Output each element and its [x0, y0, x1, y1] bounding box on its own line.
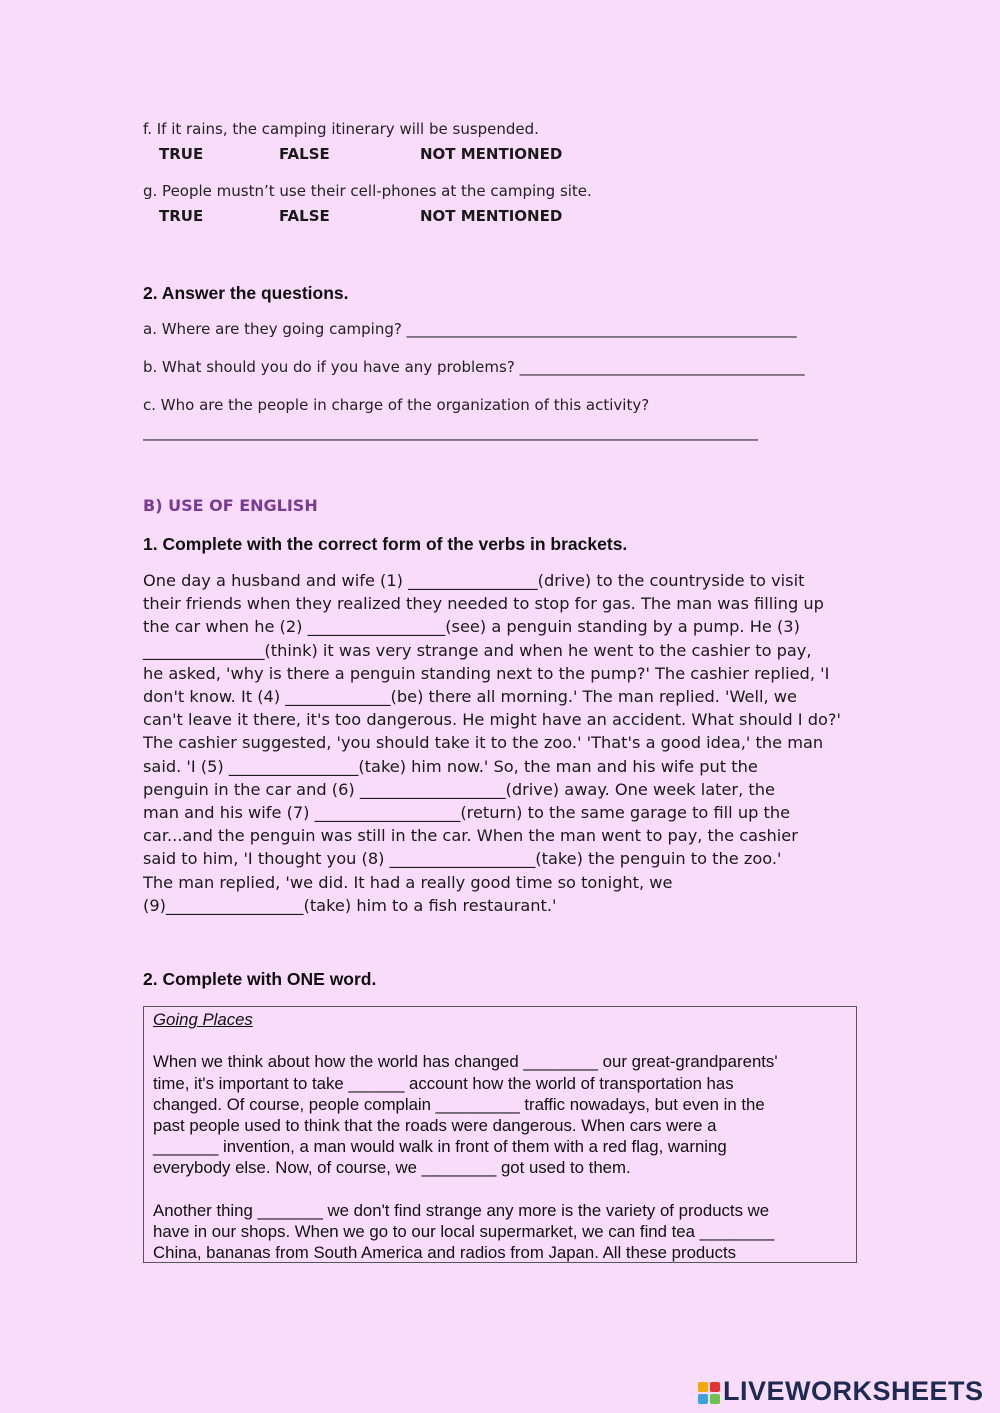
- watermark-text: LIVEWORKSHEETS: [723, 1376, 984, 1406]
- option-not-mentioned[interactable]: NOT MENTIONED: [420, 145, 563, 163]
- box-line: time, it's important to take ______ account how the world of transportation has: [153, 1073, 734, 1093]
- story-text: [143, 569, 841, 917]
- box-line: have in our shops. When we go to our local supermarket, we can find tea ________: [153, 1222, 775, 1242]
- answer-line-c[interactable]: __________________________________________________________________________________: [143, 423, 758, 441]
- options-f: [0, 145, 1000, 165]
- statement-g: g. People mustn’t use their cell-phones at the camping site.: [143, 182, 592, 200]
- story-line: said to him, 'I thought you (8) __________________(take) the penguin to the zoo.': [143, 849, 782, 869]
- story-line: the car when he (2) _________________(see) a penguin standing by a pump. He (3): [143, 617, 800, 637]
- story-line: _______________(think) it was very strange and when he went to the cashier to pay,: [143, 640, 812, 660]
- box-line: past people used to think that the roads were dangerous. When cars were a: [153, 1116, 717, 1136]
- story-line: The cashier suggested, 'you should take it to the zoo.' 'That's a good idea,' the man: [143, 733, 824, 753]
- box-line: changed. Of course, people complain _________ traffic nowadays, but even in the: [153, 1094, 765, 1114]
- box-line: Another thing _______ we don't find strange any more is the variety of products we: [153, 1200, 770, 1220]
- liveworksheets-logo-icon: [698, 1382, 720, 1404]
- answer-questions-heading: 2. Answer the questions.: [143, 283, 349, 303]
- option-true[interactable]: TRUE: [159, 145, 204, 163]
- question-b[interactable]: b. What should you do if you have any problems? ______________________________________: [143, 358, 805, 376]
- question-c: c. Who are the people in charge of the organization of this activity?: [143, 396, 650, 414]
- story-line: One day a husband and wife (1) ________________(drive) to the countryside to visit: [143, 571, 805, 590]
- box-line: _______ invention, a man would walk in front of them with a red flag, warning: [153, 1137, 727, 1157]
- option-false[interactable]: FALSE: [279, 207, 330, 225]
- options-g: [0, 207, 1000, 227]
- box-line: China, bananas from South America and radios from Japan. All these products: [153, 1243, 737, 1263]
- option-not-mentioned[interactable]: NOT MENTIONED: [420, 207, 563, 225]
- task2-heading: 2. Complete with ONE word.: [143, 969, 377, 989]
- story-line: (9)_________________(take) him to a fish restaurant.': [143, 895, 557, 915]
- box-line: everybody else. Now, of course, we ________ got used to them.: [153, 1158, 631, 1178]
- section-title-use-of-english: B) USE OF ENGLISH: [143, 496, 318, 515]
- question-a[interactable]: a. Where are they going camping? ____________________________________________________: [143, 320, 797, 338]
- option-true[interactable]: TRUE: [159, 207, 204, 225]
- story-line: said. 'I (5) ________________(take) him now.' So, the man and his wife put the: [143, 756, 758, 776]
- story-line: don't know. It (4) _____________(be) there all morning.' The man replied. 'Well, we: [143, 687, 797, 707]
- story-line: The man replied, 'we did. It had a really good time so tonight, we: [143, 872, 673, 892]
- story-line: their friends when they realized they needed to stop for gas. The man was filling up: [143, 594, 824, 614]
- story-line: car...and the penguin was still in the car. When the man went to pay, the cashier: [143, 826, 798, 846]
- task1-heading: 1. Complete with the correct form of the verbs in brackets.: [143, 534, 628, 554]
- box-title: Going Places: [153, 1010, 253, 1029]
- story-line: penguin in the car and (6) __________________(drive) away. One week later, the: [143, 779, 775, 799]
- box-line: When we think about how the world has changed ________ our great-grandparents': [153, 1052, 778, 1072]
- going-places-box: [143, 1006, 857, 1263]
- story-line: man and his wife (7) __________________(return) to the same garage to fill up the: [143, 803, 791, 823]
- story-line: he asked, 'why is there a penguin standing next to the pump?' The cashier replied, 'I: [143, 663, 830, 683]
- story-line: can't leave it there, it's too dangerous. He might have an accident. What should I do?': [143, 710, 841, 730]
- statement-f: f. If it rains, the camping itinerary will be suspended.: [143, 120, 539, 138]
- option-false[interactable]: FALSE: [279, 145, 330, 163]
- liveworksheets-watermark[interactable]: [698, 1376, 984, 1407]
